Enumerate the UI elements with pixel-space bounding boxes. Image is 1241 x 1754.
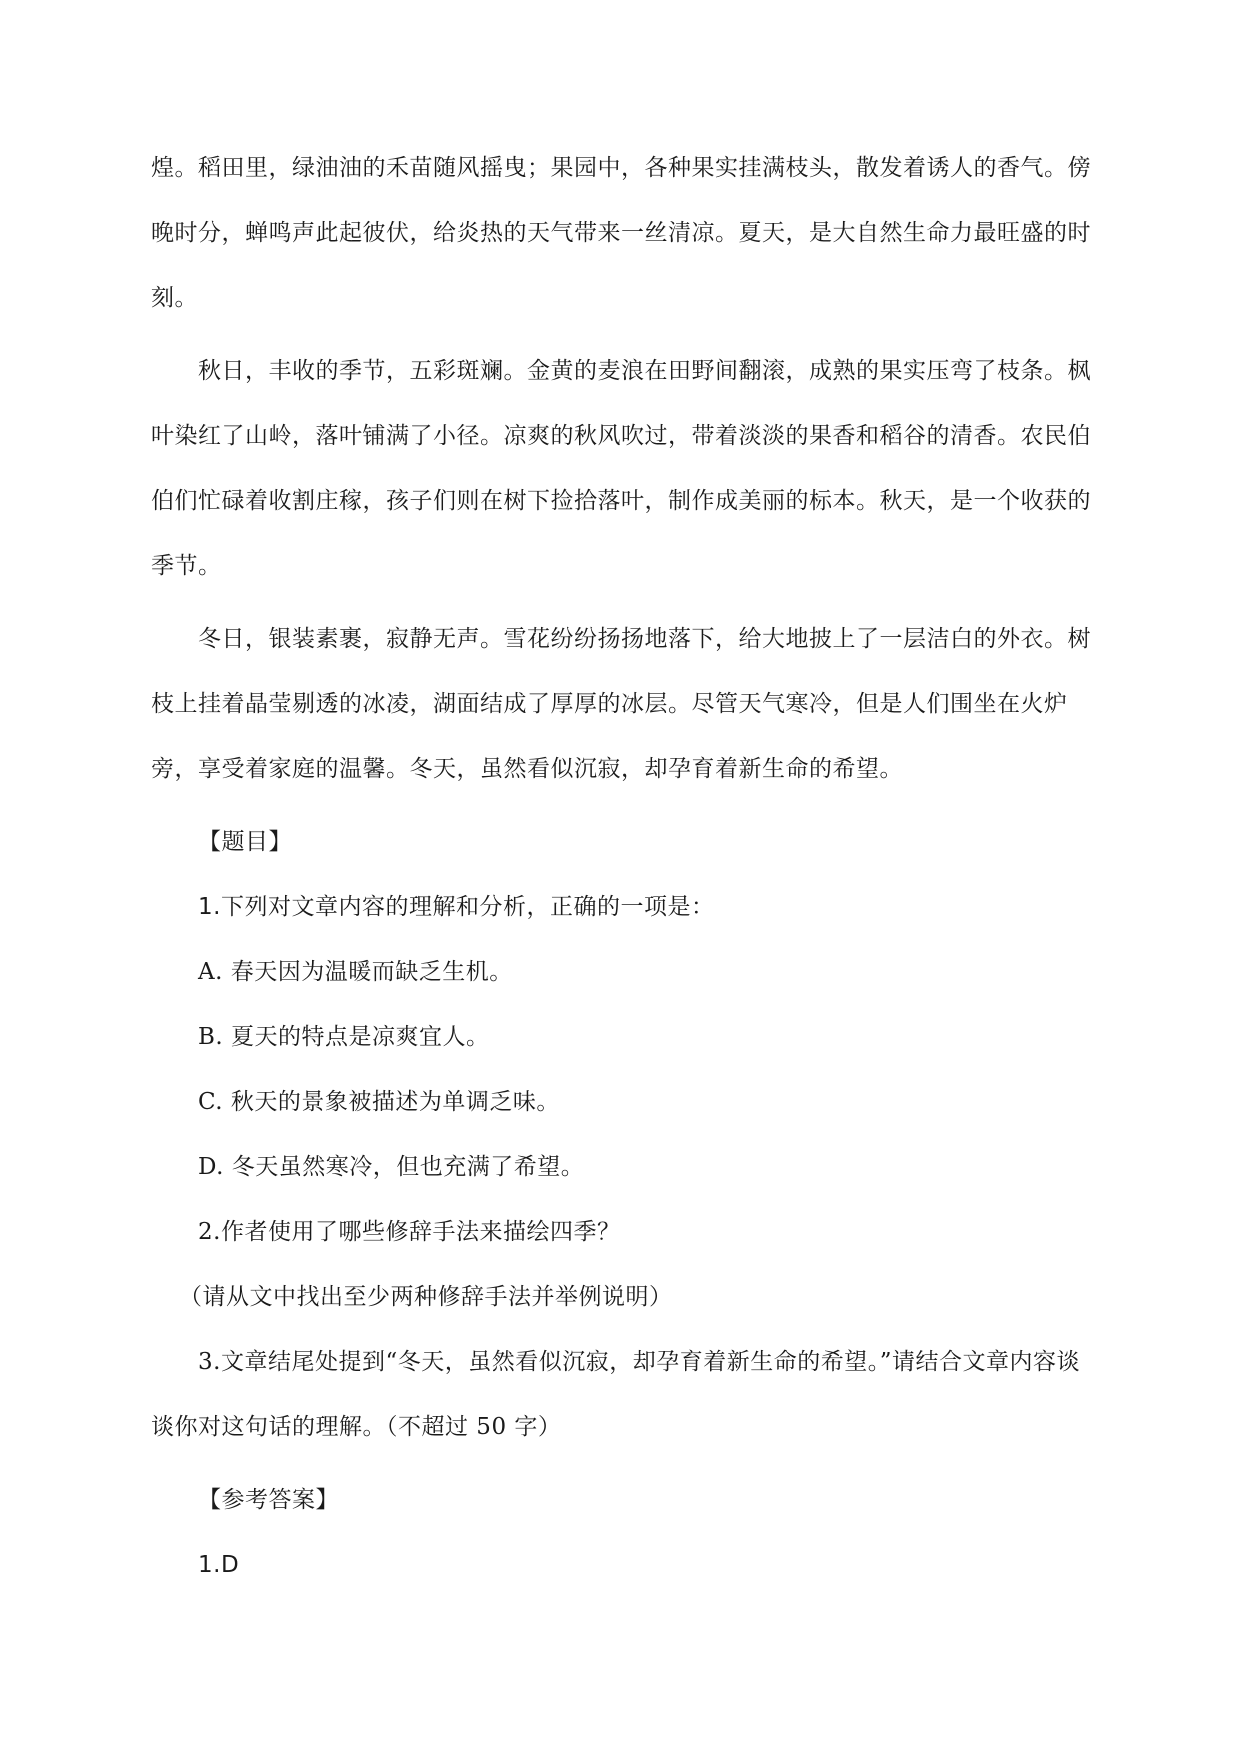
question-1-option-a: A. 春天因为温暖而缺乏生机。 (198, 959, 513, 985)
question-1-option-b: B. 夏天的特点是凉爽宜人。 (198, 1024, 490, 1050)
question-1-option-c: C. 秋天的景象被描述为单调乏味。 (198, 1089, 560, 1115)
question-3: 3.文章结尾处提到“冬天，虽然看似沉寂，却孕育着新生命的希望。”请结合文章内容谈谈你对这句话的理解。（不超过 50 字） (151, 1349, 1080, 1440)
question-2: 2.作者使用了哪些修辞手法来描绘四季？ (198, 1219, 621, 1245)
question-2-note: （请从文中找出至少两种修辞手法并举例说明） (179, 1284, 673, 1310)
question-1: 1.下列对文章内容的理解和分析，正确的一项是： (198, 894, 715, 920)
autumn-paragraph: 秋日，丰收的季节，五彩斑斓。金黄的麦浪在田野间翻滚，成熟的果实压弯了枝条。枫叶染红了山岭，落叶铺满了小径。凉爽的秋风吹过，带着淡淡的果香和稻谷的清香。农民伯伯们忙碌着收割庄稼，孩子们则在树下捡拾落叶，制作成美丽的标本。秋天，是一个收获的季节。 (151, 358, 1091, 579)
question-1-option-d: D. 冬天虽然寒冷，但也充满了希望。 (198, 1154, 585, 1180)
answers-heading: 【参考答案】 (198, 1487, 339, 1513)
answer-1: 1.D (198, 1552, 240, 1578)
document-body (151, 136, 1091, 1598)
summer-paragraph-continuation: 煌。稻田里，绿油油的禾苗随风摇曳；果园中，各种果实挂满枝头，散发着诱人的香气。傍晚时分，蝉鸣声此起彼伏，给炎热的天气带来一丝清凉。夏天，是大自然生命力最旺盛的时刻。 (151, 155, 1091, 311)
questions-heading: 【题目】 (198, 829, 292, 855)
winter-paragraph: 冬日，银装素裹，寂静无声。雪花纷纷扬扬地落下，给大地披上了一层洁白的外衣。树枝上挂着晶莹剔透的冰凌，湖面结成了厚厚的冰层。尽管天气寒冷，但是人们围坐在火炉旁，享受着家庭的温馨。冬天，虽然看似沉寂，却孕育着新生命的希望。 (151, 626, 1091, 782)
